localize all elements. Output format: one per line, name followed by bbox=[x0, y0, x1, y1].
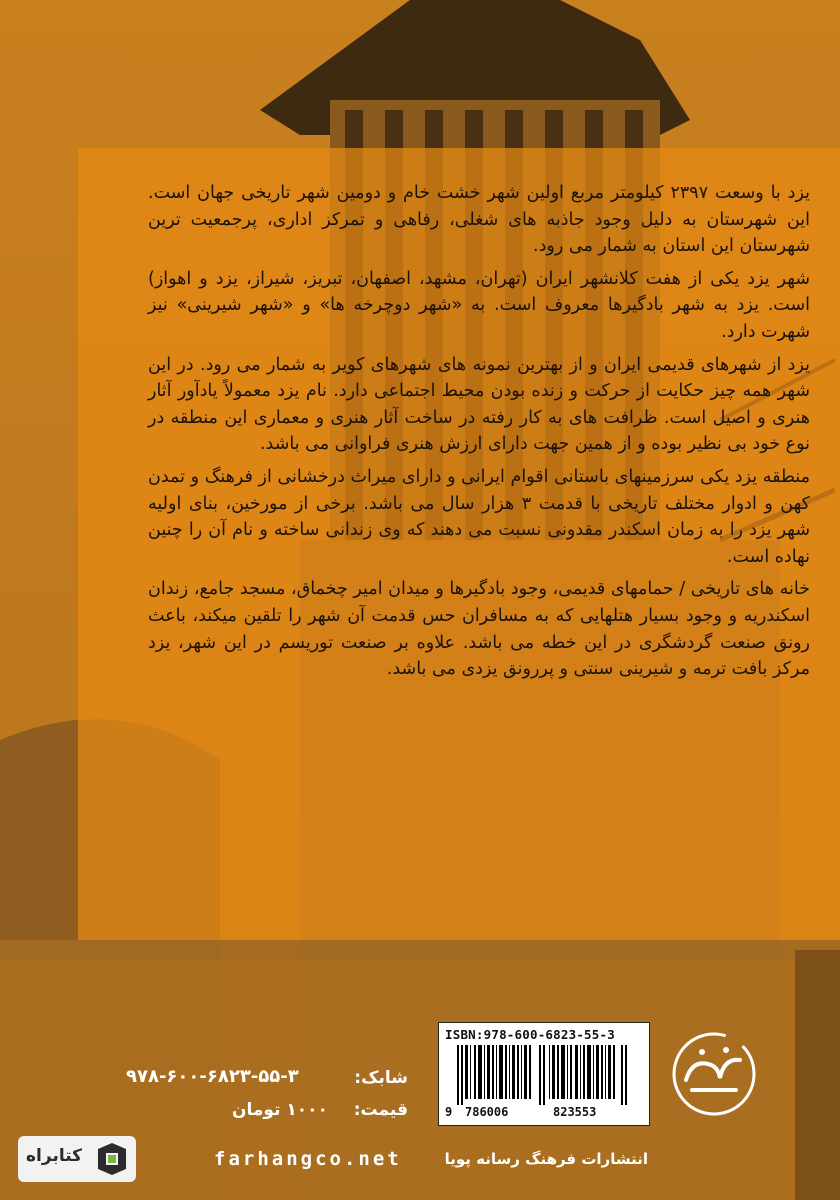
barcode-digits-left: 786006 bbox=[465, 1105, 509, 1119]
price-value: ۱۰۰۰ تومان bbox=[232, 1100, 328, 1120]
isbn-barcode bbox=[438, 1022, 650, 1126]
description-text bbox=[148, 180, 810, 689]
paragraph-5: خانه های تاریخی / حمامهای قدیمی، وجود بادگیرها و میدان امیر چخماق، مسجد جامع، زندان اسکندریه و وجود بسیار هتلهایی که به مسافران حس قدمت آن شهر را تلقین میکند، باعث رونق صنعت گردشگری در این خطه می باشد. علاوه بر صنعت توریسم در این شهر، یزد مرکز بافت ترمه و شیرینی سنتی و پررونق یزدی می باشد. bbox=[148, 579, 810, 680]
isbn-label: ISBN:978-600-6823-55-3 bbox=[445, 1027, 615, 1042]
isbn-persian-label: شابک: bbox=[354, 1068, 408, 1088]
paragraph-4: منطقه یزد یکی سرزمینهای باستانی اقوام ایرانی و دارای میراث درخشانی از فرهنگ و تمدن کهن و ادوار مختلف تاریخی با قدمت ۳ هزار سال می باشد. برخی از مورخین، بنای اولیه شهر یزد را به زمان اسکندر مقدونی نسبت می دهند که وی زندانی ساخته و نام آن را چنین نهاده است. bbox=[148, 466, 811, 567]
publisher-website: farhangco.net bbox=[214, 1148, 402, 1170]
barcode-bars bbox=[447, 1045, 641, 1105]
isbn-persian-value: ۹۷۸-۶۰۰-۶۸۲۳-۵۵-۳ bbox=[126, 1066, 299, 1087]
ketabrah-watermark bbox=[18, 1136, 136, 1182]
paragraph-2: شهر یزد یکی از هفت کلانشهر ایران (تهران، مشهد، اصفهان، تبریز، شیراز، یزد و اهواز) است. یزد به شهر بادگیرها معروف است. به «شهر دوچرخه ها» و «شهر شیرینی» نیز شهرت دارد. bbox=[148, 268, 810, 342]
price-label: قیمت: bbox=[353, 1100, 408, 1120]
barcode-digits-right: 823553 bbox=[553, 1105, 597, 1119]
farhang-logo-icon bbox=[662, 1030, 766, 1118]
paragraph-1: یزد با وسعت ۲۳۹۷ کیلومتر مربع اولین شهر خشت خام و دومین شهر تاریخی جهان است. این شهرستان به دلیل وجود جاذبه های شغلی، رفاهی و تمرکز اداری، پرجمعیت ترین شهرستان این استان به شمار می رود. bbox=[148, 183, 810, 257]
barcode-digit-first: 9 bbox=[445, 1105, 453, 1119]
publisher-name: انتشارات فرهنگ رسانه پویا bbox=[444, 1150, 648, 1168]
ketabrah-logo-icon bbox=[94, 1141, 130, 1177]
ketabrah-text: کتابراه bbox=[26, 1146, 83, 1166]
paragraph-3: یزد از شهرهای قدیمی ایران و از بهترین نمونه های شهرهای کویر به شمار می رود. در این شهر همه چیز حکایت از حرکت و زنده بودن محیط اجتماعی دارد. نام یزد معمولاً یادآور آثار هنری و اصیل است. ظرافت های به کار رفته در ساخت آثار هنری و معماری این منطقه در نوع خود بی نظیر بوده و از همین جهت دارای ارزش هنری فراوانی می باشد. bbox=[148, 354, 810, 455]
